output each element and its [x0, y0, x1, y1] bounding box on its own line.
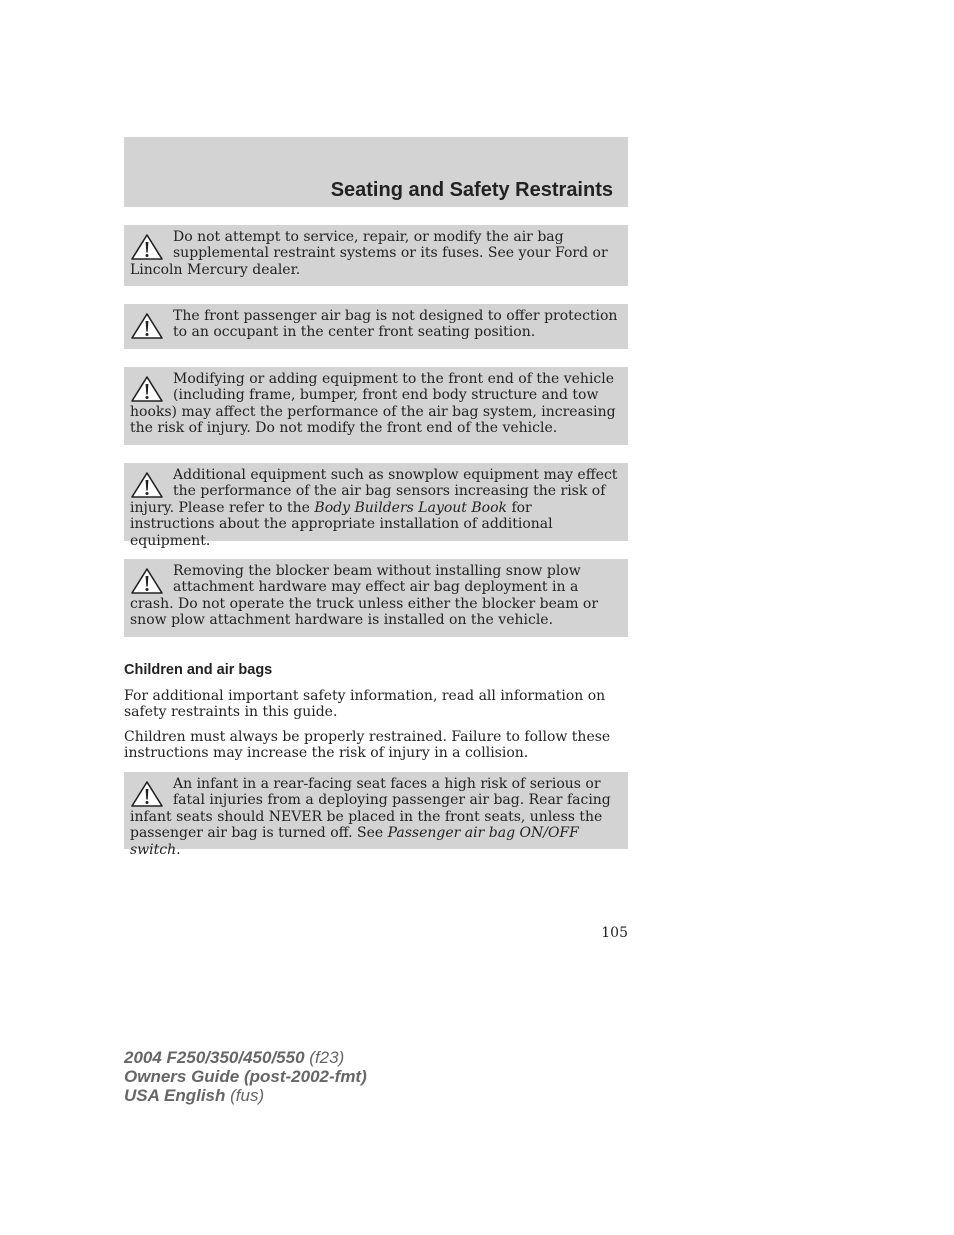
footer [124, 1048, 367, 1105]
header-band [124, 137, 628, 207]
footer-line-2: Owners Guide (post-2002-fmt) [124, 1067, 367, 1086]
book-reference: Body Builders Layout Book [314, 499, 507, 516]
warning-text: An infant in a rear-facing seat faces a high risk of serious or fatal injuries from a deploying passenger air bag. Rear facing infant seats should NEVER be placed in the front seats, unless the passenger air bag is turned off. See Passenger air bag ON/OFF switch. [130, 776, 611, 858]
warning-triangle-icon [130, 567, 164, 595]
warning-triangle-icon [130, 780, 164, 808]
warning-box-1 [124, 225, 628, 286]
warning-text: Do not attempt to service, repair, or modify the air bag supplemental restraint systems or its fuses. See your Ford or Lincoln Mercury dealer. [130, 229, 608, 278]
warning-box-2 [124, 304, 628, 349]
warning-triangle-icon [130, 312, 164, 340]
warning-text: Removing the blocker beam without installing snow plow attachment hardware may effect air bag deployment in a crash. Do not operate the truck unless either the blocker beam or snow plow attachment hardware is installed on the vehicle. [130, 563, 599, 629]
warning-triangle-icon [130, 471, 164, 499]
footer-line-3: USA English (fus) [124, 1086, 265, 1105]
warning-box-4 [124, 463, 628, 549]
warning-box-3 [124, 367, 628, 445]
warning-text: Modifying or adding equipment to the front end of the vehicle (including frame, bumper, front end body structure and tow hooks) may affect the performance of the air bag system, increasing the risk of injury. Do not modify the front end of the vehicle. [130, 371, 616, 437]
warning-text: Additional equipment such as snowplow equipment may effect the performance of the air bag sensors increasing the risk of injury. Please refer to the Body Builders Layout Book for instructions about the appropriate installation of additional equipment. [130, 467, 618, 549]
body-paragraph-1: For additional important safety information, read all information on safety restraints in this guide. [124, 688, 606, 721]
body-paragraph-2: Children must always be properly restrained. Failure to follow these instructions may increase the risk of injury in a collision. [124, 729, 611, 762]
section-reference: Passenger air bag ON/OFF switch [130, 825, 579, 858]
page-title: Seating and Safety Restraints [330, 179, 613, 201]
page-number: 105 [601, 925, 628, 941]
warning-box-6 [124, 772, 628, 858]
warning-text: The front passenger air bag is not designed to offer protection to an occupant in the center front seating position. [173, 308, 618, 341]
section-heading: Children and air bags [124, 662, 273, 678]
footer-line-1: 2004 F250/350/450/550 (f23) [124, 1048, 345, 1067]
warning-triangle-icon [130, 233, 164, 261]
warning-triangle-icon [130, 375, 164, 403]
warning-box-5 [124, 559, 628, 637]
